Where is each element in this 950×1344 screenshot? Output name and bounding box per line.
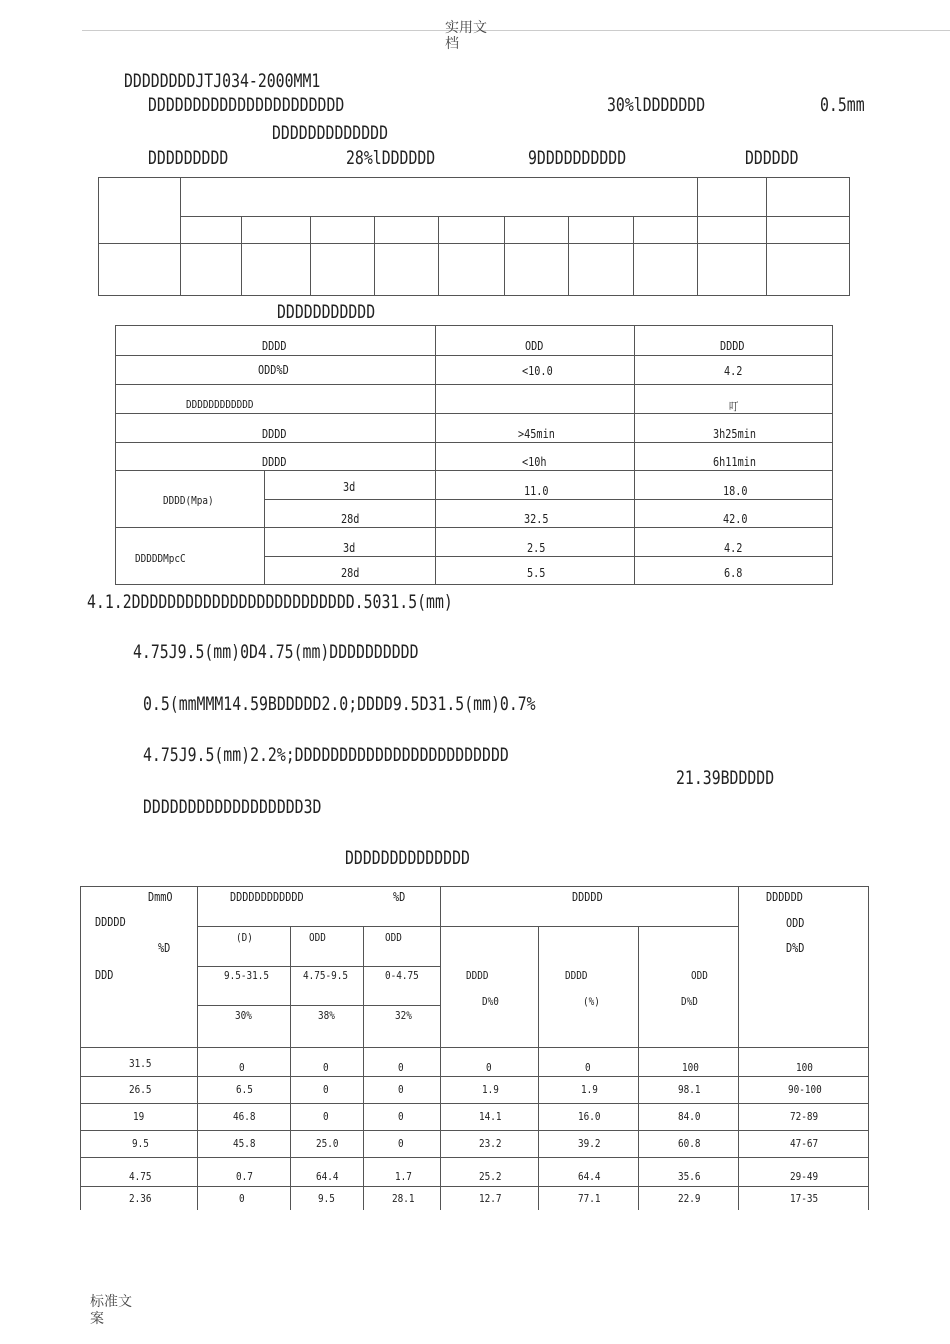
t3-r2-c1: 46.8 xyxy=(233,1110,256,1123)
t3-corner-a: DmmO xyxy=(148,890,173,904)
t3-ratio-3: 32% xyxy=(395,1009,412,1022)
t3-range-1: 9.5-31.5 xyxy=(224,969,270,982)
table2-title: DDDDDDDDDDD xyxy=(277,301,376,323)
footer-line2: 案 xyxy=(90,1311,104,1327)
para1-line1: DDDDDDDDJTJ034-2000MM1 xyxy=(124,70,321,92)
t3-r2-c6: 84.0 xyxy=(678,1110,701,1123)
t3-r3-c6: 60.8 xyxy=(678,1137,701,1150)
para1-line2b: 30%lDDDDDDD xyxy=(607,94,706,116)
t3-group3-a: DDDDDD xyxy=(766,890,803,904)
t2-r4-standard: <10h xyxy=(522,455,547,469)
para1-line4c: 9DDDDDDDDDD xyxy=(528,147,627,169)
t2-r1-label: ODD%D xyxy=(258,363,289,377)
t3-r4-c6: 35.6 xyxy=(678,1170,701,1183)
t3-r0-c6: 100 xyxy=(682,1061,699,1074)
t2-r2-result: 叮 xyxy=(729,400,739,413)
t3-r0-sieve: 31.5 xyxy=(129,1057,152,1070)
t3-r5-c2: 9.5 xyxy=(318,1192,335,1205)
t3-r5-c4: 12.7 xyxy=(479,1192,502,1205)
para2-line4: 4.75J9.5(mm)2.2%;DDDDDDDDDDDDDDDDDDDDDDDD xyxy=(143,744,509,766)
t3-group1-title: DDDDDDDDDDDD xyxy=(230,890,304,904)
t3-r3-c4: 23.2 xyxy=(479,1137,502,1150)
t2-r3-label: DDDD xyxy=(262,427,287,441)
table3-title: DDDDDDDDDDDDDD xyxy=(345,847,470,869)
t2-r2-label: DDDDDDDDDDDD xyxy=(186,398,254,411)
t3-r2-c5: 16.0 xyxy=(578,1110,601,1123)
t2-r4-result: 6h11min xyxy=(713,455,756,469)
t3-r4-c3: 1.7 xyxy=(395,1170,412,1183)
t2-r6-result2: 6.8 xyxy=(724,566,743,580)
t3-r1-sieve: 26.5 xyxy=(129,1083,152,1096)
para1-line4d: DDDDDD xyxy=(745,147,799,169)
t3-r5-spec: 17-35 xyxy=(790,1192,819,1205)
para2-line5: 21.39BDDDDD xyxy=(676,767,775,789)
para2-line3: 0.5(mmMMM14.59BDDDDD2.0;DDDD9.5D31.5(mm)0.7% xyxy=(143,693,536,715)
t3-corner-b: DDDDD xyxy=(95,915,126,929)
t3-group2-c3a: ODD xyxy=(691,969,708,982)
t3-r5-c6: 22.9 xyxy=(678,1192,701,1205)
t2-r6-standard1: 2.5 xyxy=(527,541,546,555)
t2-r6-age1: 3d xyxy=(343,541,356,555)
t2-r5-result1: 18.0 xyxy=(723,484,748,498)
t3-r0-c1: 0 xyxy=(239,1061,245,1074)
t2-r6-label: DDDDDMpcC xyxy=(135,552,186,565)
t3-r4-c1: 0.7 xyxy=(236,1170,253,1183)
t3-r4-spec: 29-49 xyxy=(790,1170,819,1183)
para2-line6: DDDDDDDDDDDDDDDDDD3D xyxy=(143,796,322,818)
para1-line4b: 28%lDDDDDD xyxy=(346,147,436,169)
t3-r5-c5: 77.1 xyxy=(578,1192,601,1205)
t3-r0-c4: 0 xyxy=(486,1061,492,1074)
t3-sub-c3: ODD xyxy=(385,931,402,944)
t2-r6-age2: 28d xyxy=(341,566,360,580)
t3-r3-spec: 47-67 xyxy=(790,1137,819,1150)
t3-r5-c3: 28.1 xyxy=(392,1192,415,1205)
t3-r3-c5: 39.2 xyxy=(578,1137,601,1150)
t2-r5-standard2: 32.5 xyxy=(524,512,549,526)
t3-r1-c2: 0 xyxy=(323,1083,329,1096)
para2-line1: 4.1.2DDDDDDDDDDDDDDDDDDDDDDDDD.5031.5(mm) xyxy=(87,591,453,613)
t3-group1-pct: %D xyxy=(393,890,406,904)
t2-r5-age2: 28d xyxy=(341,512,360,526)
t2-r3-result: 3h25min xyxy=(713,427,756,441)
header-rule xyxy=(82,30,950,31)
t3-r5-c1: 0 xyxy=(239,1192,245,1205)
t2-r4-label: DDDD xyxy=(262,455,287,469)
t3-ratio-1: 30% xyxy=(235,1009,252,1022)
t3-r5-sieve: 2.36 xyxy=(129,1192,152,1205)
header-title-line1: 实用文 xyxy=(445,20,487,36)
t3-r2-sieve: 19 xyxy=(133,1110,145,1123)
t2-header-result: DDDD xyxy=(720,339,745,353)
t3-r2-c2: 0 xyxy=(323,1110,329,1123)
t3-r4-sieve: 4.75 xyxy=(129,1170,152,1183)
t2-r5-label: DDDD(Mpa) xyxy=(163,494,214,507)
t3-r0-c5: 0 xyxy=(585,1061,591,1074)
t3-r1-c4: 1.9 xyxy=(482,1083,499,1096)
t3-corner-c: %D xyxy=(158,941,171,955)
para1-line4a: DDDDDDDDD xyxy=(148,147,229,169)
t2-r5-result2: 42.0 xyxy=(723,512,748,526)
t2-r3-standard: >45min xyxy=(518,427,555,441)
t3-group2-c2a: DDDD xyxy=(565,969,588,982)
t3-r1-c1: 6.5 xyxy=(236,1083,253,1096)
t3-r3-sieve: 9.5 xyxy=(132,1137,149,1150)
t3-r0-spec: 100 xyxy=(796,1061,813,1074)
t3-r1-c6: 98.1 xyxy=(678,1083,701,1096)
t2-header-standard: ODD xyxy=(525,339,544,353)
t3-group3-b: ODD xyxy=(786,916,805,930)
t3-corner-d: DDD xyxy=(95,968,114,982)
t2-r5-standard1: 11.0 xyxy=(524,484,549,498)
t3-r1-spec: 90-100 xyxy=(788,1083,822,1096)
para1-line2c: 0.5mm xyxy=(820,94,865,116)
t3-r3-c3: 0 xyxy=(398,1137,404,1150)
t2-r6-standard2: 5.5 xyxy=(527,566,546,580)
t3-r4-c5: 64.4 xyxy=(578,1170,601,1183)
t3-range-3: 0-4.75 xyxy=(385,969,419,982)
para2-line2: 4.75J9.5(mm)0D4.75(mm)DDDDDDDDDD xyxy=(133,641,419,663)
t3-group2-c3b: D%D xyxy=(681,995,698,1008)
t3-ratio-2: 38% xyxy=(318,1009,335,1022)
t3-r2-spec: 72-89 xyxy=(790,1110,819,1123)
t3-group3-c: D%D xyxy=(786,941,805,955)
t3-r2-c4: 14.1 xyxy=(479,1110,502,1123)
t2-r1-result: 4.2 xyxy=(724,364,743,378)
para1-line3: DDDDDDDDDDDDD xyxy=(272,122,389,144)
t3-r0-c3: 0 xyxy=(398,1061,404,1074)
t3-r1-c5: 1.9 xyxy=(581,1083,598,1096)
t2-r6-result1: 4.2 xyxy=(724,541,743,555)
footer-line1: 标准文 xyxy=(90,1294,132,1310)
t3-r3-c2: 25.0 xyxy=(316,1137,339,1150)
t3-group2-c2b: (%) xyxy=(583,995,600,1008)
t3-sub-c1: (D) xyxy=(236,931,253,944)
t3-r3-c1: 45.8 xyxy=(233,1137,256,1150)
t2-r1-standard: <10.0 xyxy=(522,364,553,378)
t3-range-2: 4.75-9.5 xyxy=(303,969,349,982)
t3-r4-c4: 25.2 xyxy=(479,1170,502,1183)
t3-sub-c2: ODD xyxy=(309,931,326,944)
t2-r5-age1: 3d xyxy=(343,480,356,494)
t3-group2-c1b: D%0 xyxy=(482,995,499,1008)
t3-r4-c2: 64.4 xyxy=(316,1170,339,1183)
t3-r1-c3: 0 xyxy=(398,1083,404,1096)
t2-header-item: DDDD xyxy=(262,339,287,353)
header-title-line2: 档 xyxy=(445,36,459,52)
t3-r2-c3: 0 xyxy=(398,1110,404,1123)
para1-line2a: DDDDDDDDDDDDDDDDDDDDDD xyxy=(148,94,345,116)
t3-group2-c1a: DDDD xyxy=(466,969,489,982)
t3-group2-title: DDDDD xyxy=(572,890,603,904)
t3-r0-c2: 0 xyxy=(323,1061,329,1074)
